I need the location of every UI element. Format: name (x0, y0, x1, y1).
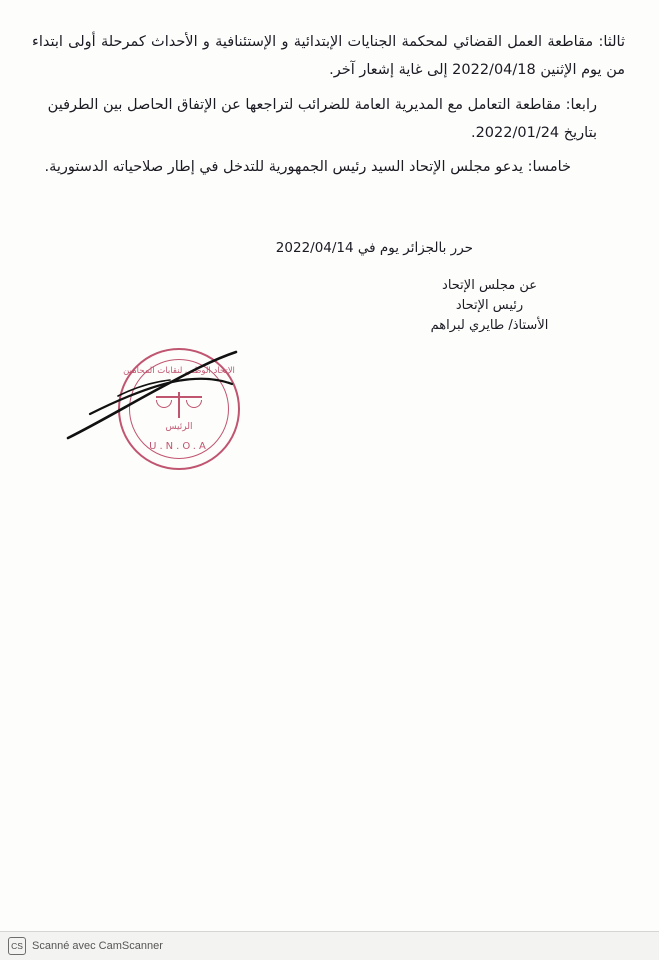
signatory-name: الأستاذ/ طايري لبراهم (430, 317, 549, 333)
paragraph-third: ثالثا: مقاطعة العمل القضائي لمحكمة الجنايات الإبتدائية و الإستئنافية و الأحداث كمرحلة أولى ابتداء من يوم الإثنين 2022/04/18 إلى غاية إشعار آخر. (32, 34, 625, 79)
paragraph-fifth: خامسا: يدعو مجلس الإتحاد السيد رئيس الجمهورية للتدخل في إطار صلاحياته الدستورية. (44, 159, 571, 176)
stamp-bottom-text: U.N.O.A (149, 441, 209, 452)
document-text-body (0, 28, 659, 187)
stamp-center-label: الرئيس (165, 422, 193, 432)
signatory-role: رئيس الإتحاد (455, 297, 524, 313)
signature-block (0, 238, 659, 336)
camscanner-badge-icon: CS (8, 937, 26, 955)
signatory-lines (320, 276, 659, 336)
scales-of-justice-icon (156, 388, 202, 422)
stamp-top-text: الإتحاد الوطني لنقابات المحامين (123, 366, 235, 376)
signatory-org: عن مجلس الإتحاد (442, 277, 537, 293)
place-and-date: حرر بالجزائر يوم في 2022/04/14 (275, 240, 473, 256)
official-stamp-icon (118, 348, 240, 470)
stamp-and-signature-area (0, 330, 659, 480)
camscanner-footer (0, 931, 659, 960)
camscanner-label: Scanné avec CamScanner (32, 940, 163, 952)
paragraph-fourth: رابعا: مقاطعة التعامل مع المديرية العامة للضرائب لتراجعها عن الإتفاق الحاصل بين الطرفين بتاريخ 2022/01/24. (47, 96, 597, 141)
